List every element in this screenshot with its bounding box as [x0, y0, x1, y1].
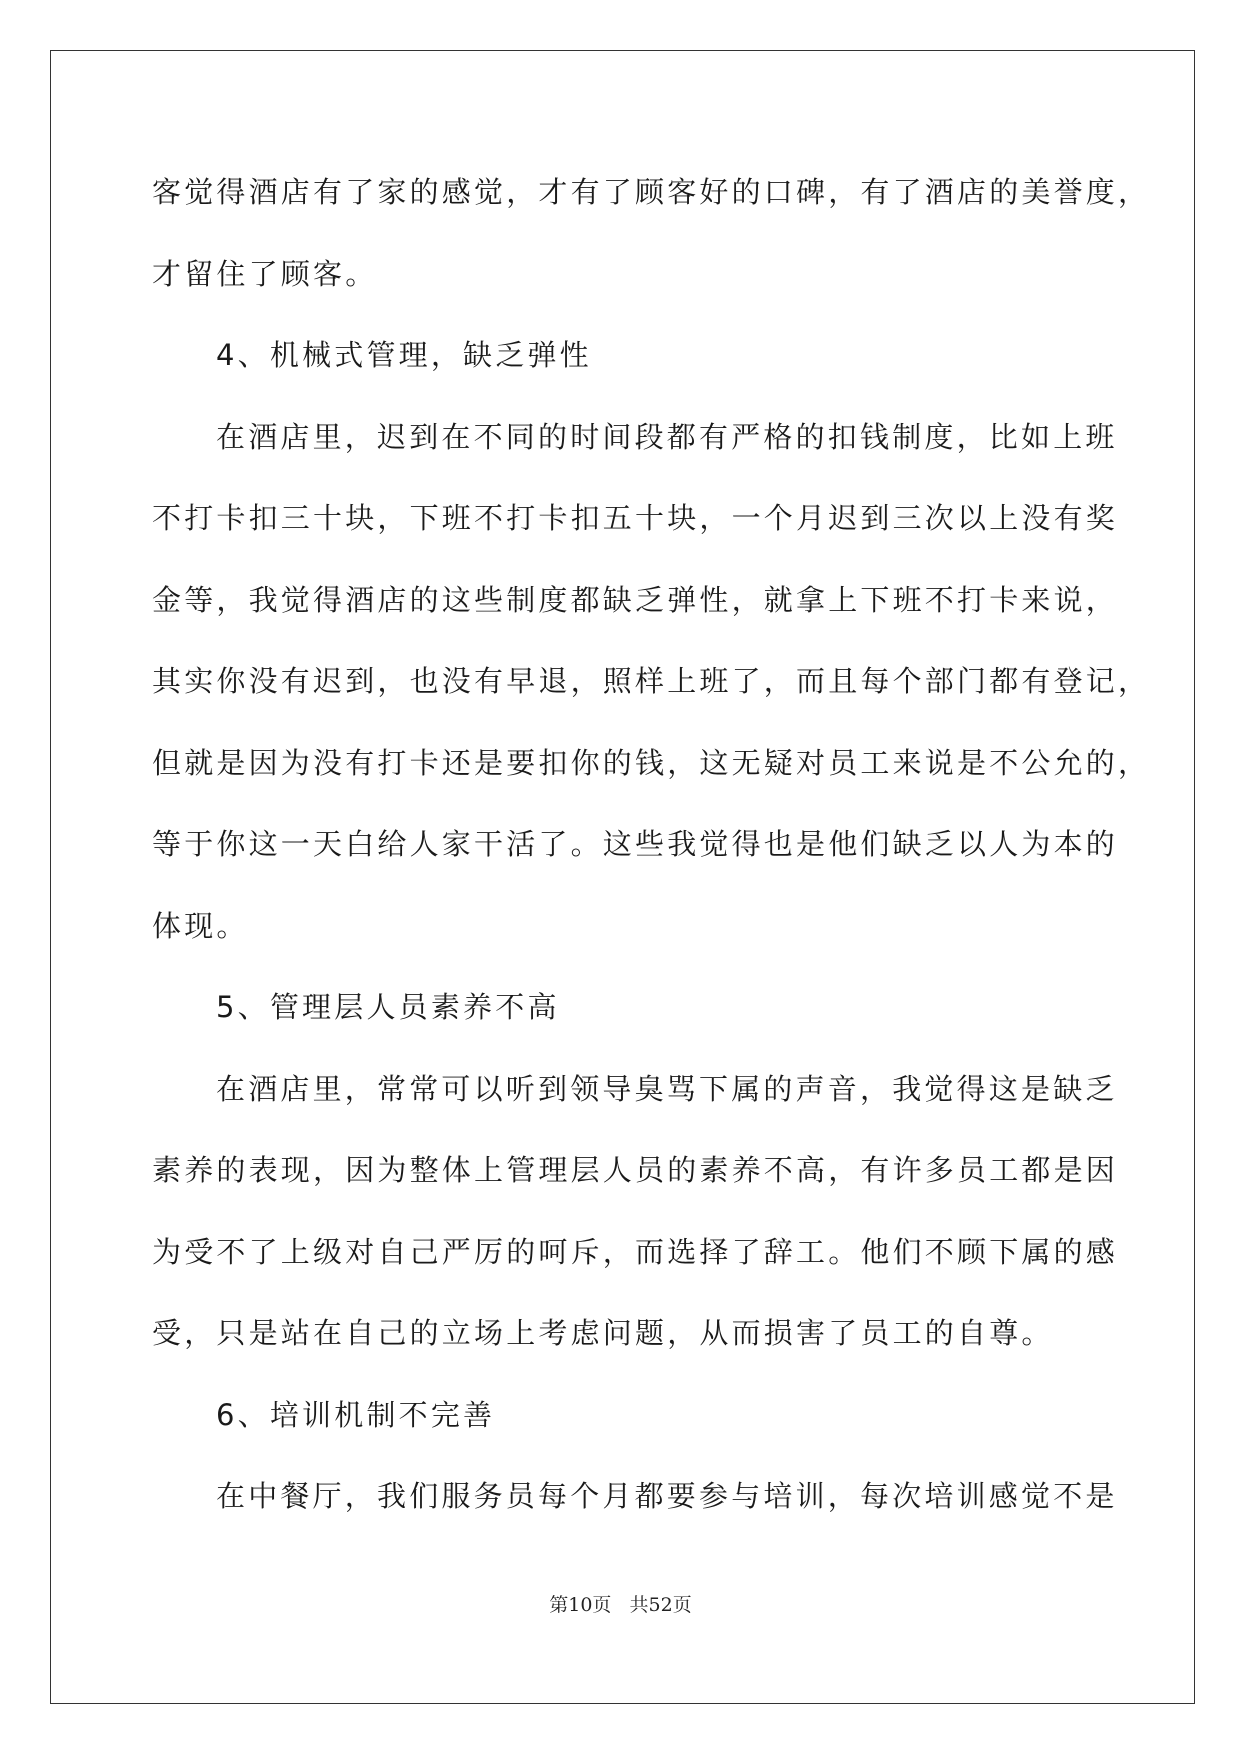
text-line: 在中餐厅，我们服务员每个月都要参与培训，每次培训感觉不是 [216, 1479, 1118, 1513]
text-line: 客觉得酒店有了家的感觉，才有了顾客好的口碑，有了酒店的美誉度， [152, 175, 1151, 209]
text-line: 体现。 [152, 908, 249, 943]
document-body [152, 165, 1151, 1551]
text-line: 等于你这一天白给人家干活了。这些我觉得也是他们缺乏以人为本的 [152, 827, 1119, 861]
text-line: 素养的表现，因为整体上管理层人员的素养不高，有许多员工都是因 [152, 1153, 1119, 1187]
text-line: 但就是因为没有打卡还是要扣你的钱，这无疑对员工来说是不公允的， [152, 745, 1151, 780]
text-line: 其实你没有迟到，也没有早退，照样上班了，而且每个部门都有登记， [152, 664, 1151, 698]
text-line: 在酒店里，常常可以听到领导臭骂下属的声音，我觉得这是缺乏 [216, 1071, 1118, 1106]
text-line: 4、机械式管理，缺乏弹性 [216, 338, 592, 372]
page-number: 第10页 共52页 [549, 1594, 692, 1616]
text-line: 为受不了上级对自己严厉的呵斥，而选择了辞工。他们不顾下属的感 [152, 1234, 1119, 1269]
page-footer [0, 1590, 1241, 1617]
text-line: 6、培训机制不完善 [216, 1397, 496, 1432]
text-line: 在酒店里，迟到在不同的时间段都有严格的扣钱制度，比如上班 [216, 419, 1118, 454]
text-line: 受，只是站在自己的立场上考虑问题，从而损害了员工的自尊。 [152, 1316, 1054, 1350]
text-line: 不打卡扣三十块，下班不打卡扣五十块，一个月迟到三次以上没有奖 [152, 501, 1119, 535]
text-line: 5、管理层人员素养不高 [216, 990, 560, 1024]
text-line: 金等，我觉得酒店的这些制度都缺乏弹性，就拿上下班不打卡来说， [152, 582, 1119, 617]
text-line: 才留住了顾客。 [152, 256, 378, 291]
